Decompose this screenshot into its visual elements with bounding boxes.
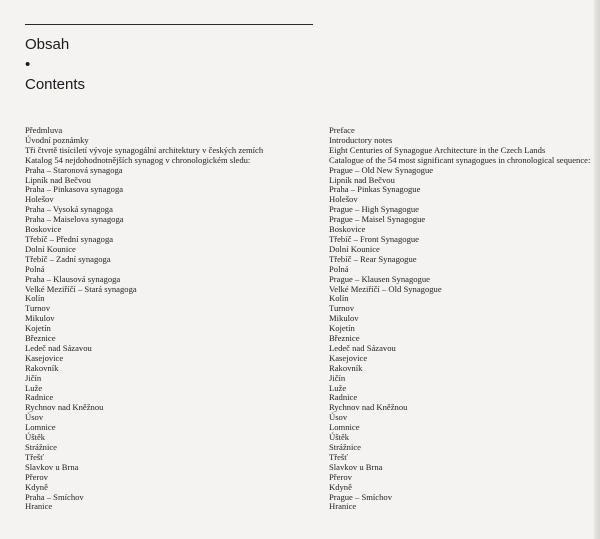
contents-entry: Březnice [25, 333, 56, 344]
contents-entry: Hranice [329, 501, 357, 512]
contents-entry: Mikulov [329, 313, 359, 324]
contents-entry: Třebíč – Rear Synagogue [329, 253, 417, 264]
contents-entry: Turnov [329, 303, 354, 314]
contents-entry: Rychnov nad Kněžnou [329, 402, 408, 413]
contents-entry: Tři čtvrtě tisíciletí vývoje synagogální architektury v českých zemích [25, 144, 264, 155]
contents-entry: Catalogue of the 54 most significant synagogues in chronological sequence: [329, 154, 591, 165]
contents-entry: Kdyně [25, 481, 48, 492]
contents-entry: Dolní Kounice [25, 243, 76, 254]
contents-entry: Polná [25, 263, 45, 274]
contents-entry: Strážnice [329, 442, 361, 452]
contents-entry: Prague – Old New Synagogue [329, 164, 434, 175]
contents-entry: Kolín [25, 293, 45, 304]
contents-entry: Úvodní poznámky [25, 134, 89, 145]
contents-entry: Velké Meziříčí – Old Synagogue [329, 283, 442, 294]
contents-entry: Hranice [25, 501, 53, 512]
contents-entry: Březnice [329, 333, 360, 344]
contents-entry: Radnice [25, 392, 54, 403]
page-edge [594, 0, 600, 539]
contents-entry: Rakovník [25, 362, 59, 373]
contents-entry: Katalog 54 nejdohodnotnějších synagog v chronologickém sledu: [25, 154, 251, 165]
contents-entry: Kolín [329, 293, 349, 304]
contents-entry: Velké Meziříčí – Stará synagoga [25, 283, 137, 294]
contents-entry: Předmluva [25, 125, 63, 135]
contents-entry: Boskovice [25, 224, 62, 235]
contents-entry: Praha – Pinkas Synagogue [329, 184, 421, 195]
contents-entry: Praha – Vysoká synagoga [25, 204, 113, 215]
contents-entry: Úštěk [329, 432, 350, 443]
contents-entry: Luže [329, 382, 347, 393]
top-rule [25, 24, 313, 25]
contents-entry: Turnov [25, 303, 50, 314]
contents-entry: Prague – High Synagogue [329, 204, 419, 215]
contents-entry: Jičín [25, 372, 42, 383]
heading-english: Contents [25, 76, 86, 93]
contents-entry: Jičín [329, 372, 346, 383]
contents-entry: Praha – Maiselova synagoga [25, 214, 124, 225]
contents-entry: Slavkov u Brna [25, 461, 79, 472]
contents-entry: Prague – Klausen Synagogue [329, 273, 430, 284]
contents-entry: Přerov [329, 471, 352, 482]
heading-czech: Obsah [25, 36, 70, 53]
contents-entry: Holešov [25, 194, 54, 205]
contents-entry: Lomnice [25, 422, 56, 433]
contents-entry: Úštěk [25, 432, 46, 443]
contents-entry: Prague – Smíchov [329, 491, 393, 502]
contents-entry: Strážnice [25, 442, 57, 452]
contents-entry: Lomnice [329, 422, 360, 433]
czech-contents-list [25, 126, 263, 512]
contents-entry: Praha – Smíchov [25, 491, 84, 502]
contents-entry: Boskovice [329, 224, 366, 235]
contents-entry: Praha – Pinkasova synagoga [25, 184, 124, 195]
contents-entry: Holešov [329, 194, 358, 205]
heading-separator: • [25, 56, 31, 73]
contents-entry: Přerov [25, 471, 48, 482]
contents-entry: Kojetín [329, 323, 355, 334]
contents-entry: Lipník nad Bečvou [25, 174, 91, 185]
contents-entry: Třešť [329, 451, 348, 462]
contents-entry: Třebíč – Přední synagoga [25, 233, 114, 244]
contents-entry: Praha – Staronová synagoga [25, 164, 123, 175]
contents-entry: Třebíč – Front Synagogue [329, 233, 419, 244]
contents-entry: Introductory notes [329, 134, 393, 145]
contents-entry: Polná [329, 263, 349, 274]
contents-entry: Úsov [329, 412, 348, 423]
contents-entry: Úsov [25, 412, 44, 423]
contents-entry: Rakovník [329, 362, 363, 373]
contents-entry: Ledeč nad Sázavou [25, 342, 92, 353]
contents-entry: Praha – Klausová synagoga [25, 273, 121, 284]
contents-entry: Radnice [329, 392, 358, 403]
contents-entry: Rychnov nad Kněžnou [25, 402, 104, 413]
contents-entry: Třešť [25, 451, 44, 462]
contents-entry: Kdyně [329, 481, 352, 492]
contents-entry: Eight Centuries of Synagogue Architecture in the Czech Lands [329, 144, 546, 155]
english-contents-list [329, 126, 590, 512]
contents-entry: Kasejovice [25, 352, 64, 363]
contents-entry: Preface [329, 125, 355, 135]
contents-entry: Ledeč nad Sázavou [329, 342, 396, 353]
contents-entry: Prague – Maisel Synagogue [329, 214, 426, 225]
contents-entry: Mikulov [25, 313, 55, 324]
contents-entry: Luže [25, 382, 43, 393]
contents-entry: Kasejovice [329, 352, 368, 363]
contents-entry: Dolní Kounice [329, 243, 380, 254]
contents-entry: Lipník nad Bečvou [329, 174, 395, 185]
contents-entry: Třebíč – Zadní synagoga [25, 253, 111, 264]
contents-entry: Kojetín [25, 323, 51, 334]
contents-entry: Slavkov u Brna [329, 461, 383, 472]
